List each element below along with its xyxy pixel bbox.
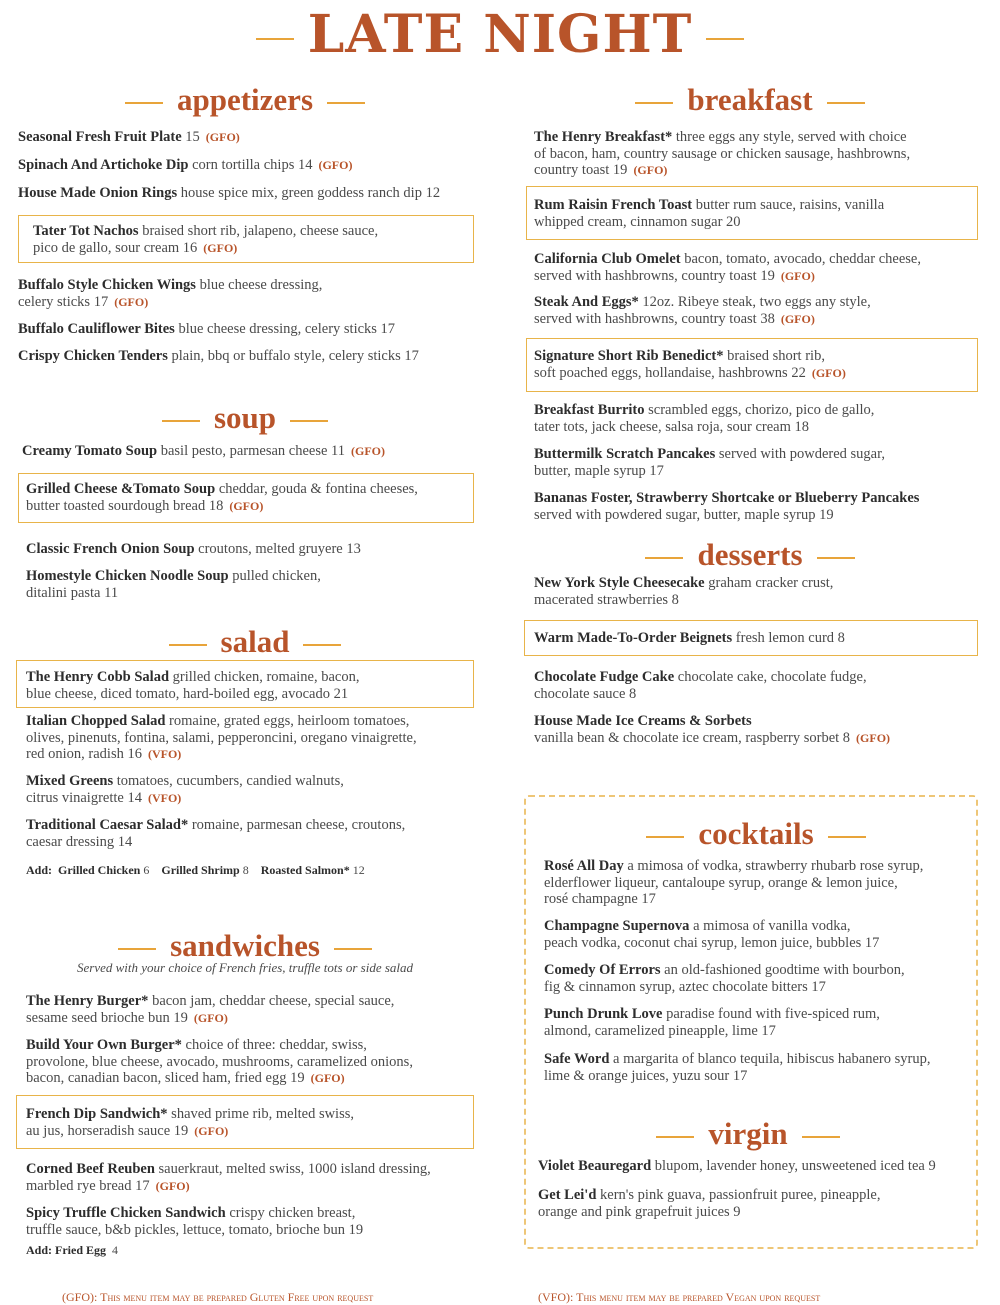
menu-item: French Dip Sandwich* shaved prime rib, melted swiss, au jus, horseradish sauce 19 (GFO) — [26, 1106, 355, 1139]
menu-item: Seasonal Fresh Fruit Plate 15 (GFO) — [18, 129, 240, 145]
menu-item: Spicy Truffle Chicken Sandwich crispy chicken breast, truffle sauce, b&b pickles, lettuce, tomato, brioche bun 19 — [26, 1205, 364, 1238]
section-desserts: desserts — [590, 537, 910, 573]
menu-item: Champagne Supernova a mimosa of vanilla vodka, peach vodka, coconut chai syrup, lemon juice, bubbles 17 — [544, 918, 880, 951]
menu-item: Chocolate Fudge Cake chocolate cake, chocolate fudge, chocolate sauce 8 — [534, 669, 867, 702]
menu-item: Get Lei'd kern's pink guava, passionfruit puree, pineapple, orange and pink grapefruit juices 9 — [538, 1187, 881, 1220]
menu-title: LATE NIGHT — [0, 4, 1000, 65]
menu-item: Buffalo Cauliflower Bites blue cheese dressing, celery sticks 17 — [18, 321, 396, 337]
menu-item: Punch Drunk Love paradise found with five-spiced rum, almond, caramelized pineapple, lime 17 — [544, 1006, 880, 1039]
section-virgin: virgin — [588, 1116, 908, 1152]
menu-item: Buffalo Style Chicken Wings blue cheese dressing, celery sticks 17 (GFO) — [18, 277, 323, 310]
menu-item: Rum Raisin French Toast butter rum sauce, raisins, vanilla whipped cream, cinnamon sugar 20 — [534, 197, 885, 230]
menu-item: Violet Beauregard blupom, lavender honey, unsweetened iced tea 9 — [538, 1158, 936, 1174]
menu-item: Comedy Of Errors an old-fashioned goodtime with bourbon, fig & cinnamon syrup, aztec chocolate bitters 17 — [544, 962, 905, 995]
menu-item: Crispy Chicken Tenders plain, bbq or buffalo style, celery sticks 17 — [18, 348, 419, 364]
section-salad: salad — [100, 624, 410, 660]
menu-item: The Henry Burger* bacon jam, cheddar cheese, special sauce, sesame seed brioche bun 19 (GFO) — [26, 993, 395, 1026]
menu-item: California Club Omelet bacon, tomato, avocado, cheddar cheese, served with hashbrowns, country toast 19 (GFO) — [534, 251, 921, 284]
menu-item: Traditional Caesar Salad* romaine, parmesan cheese, croutons, caesar dressing 14 — [26, 817, 406, 850]
section-cocktails: cocktails — [596, 816, 916, 852]
section-breakfast: breakfast — [590, 82, 910, 118]
section-soup: soup — [90, 400, 400, 436]
menu-item: Rosé All Day a mimosa of vodka, strawberry rhubarb rose syrup, elderflower liqueur, cantaloupe syrup, orange & lemon juice, rosé champagne 17 — [544, 858, 924, 907]
menu-item: Grilled Cheese &Tomato Soup cheddar, gouda & fontina cheeses, butter toasted sourdough bread 18 (GFO) — [26, 481, 418, 514]
menu-item: Classic French Onion Soup croutons, melted gruyere 13 — [26, 541, 361, 557]
menu-item: The Henry Cobb Salad grilled chicken, romaine, bacon, blue cheese, diced tomato, hard-boiled egg, avocado 21 — [26, 669, 360, 702]
menu-item: Buttermilk Scratch Pancakes served with powdered sugar, butter, maple syrup 17 — [534, 446, 885, 479]
sandwich-addon: Add: Fried Egg 4 — [26, 1243, 119, 1257]
menu-item: Spinach And Artichoke Dip corn tortilla chips 14 (GFO) — [18, 157, 353, 173]
menu-item: House Made Ice Creams & Sorbets vanilla bean & chocolate ice cream, raspberry sorbet 8 (GFO) — [534, 713, 891, 746]
menu-item: Safe Word a margarita of blanco tequila, hibiscus habanero syrup, lime & orange juices, yuzu sour 17 — [544, 1051, 931, 1084]
menu-item: Homestyle Chicken Noodle Soup pulled chicken, ditalini pasta 11 — [26, 568, 321, 601]
menu-item: New York Style Cheesecake graham cracker crust, macerated strawberries 8 — [534, 575, 834, 608]
menu-item: Italian Chopped Salad romaine, grated eggs, heirloom tomatoes, olives, pinenuts, fontina, salami, pepperoncini, oregano vinaigrette, red onion, radish 16 (VFO) — [26, 713, 417, 762]
section-sandwiches: sandwiches — [50, 928, 440, 964]
menu-item: Signature Short Rib Benedict* braised short rib, soft poached eggs, hollandaise, hashbrowns 22 (GFO) — [534, 348, 846, 381]
menu-item: Mixed Greens tomatoes, cucumbers, candied walnuts, citrus vinaigrette 14 (VFO) — [26, 773, 344, 806]
menu-item: Steak And Eggs* 12oz. Ribeye steak, two eggs any style, served with hashbrowns, country toast 38 (GFO) — [534, 294, 871, 327]
menu-item: Build Your Own Burger* choice of three: cheddar, swiss, provolone, blue cheese, avocado, mushrooms, caramelized onions, bacon, canadian bacon, sliced ham, fried egg 19 (GFO) — [26, 1037, 413, 1086]
sandwiches-note: Served with your choice of French fries, truffle tots or side salad — [76, 960, 414, 975]
menu-item: Bananas Foster, Strawberry Shortcake or Blueberry Pancakes served with powdered sugar, butter, maple syrup 19 — [534, 490, 920, 523]
menu-item: The Henry Breakfast* three eggs any style, served with choice of bacon, ham, country sausage or chicken sausage, hashbrowns, country toast 19 (GFO) — [534, 129, 911, 178]
footer-gfo-note: (GFO): This menu item may be prepared Gluten Free upon request — [62, 1290, 374, 1304]
footer-vfo-note: (VFO): This menu item may be prepared Vegan upon request — [538, 1290, 821, 1304]
menu-item: House Made Onion Rings house spice mix, green goddess ranch dip 12 — [18, 185, 441, 201]
menu-item: Breakfast Burrito scrambled eggs, chorizo, pico de gallo, tater tots, jack cheese, salsa roja, sour cream 18 — [534, 402, 875, 435]
salad-addons: Add: Grilled Chicken 6 Grilled Shrimp 8 Roasted Salmon* 12 — [26, 863, 365, 877]
menu-item: Corned Beef Reuben sauerkraut, melted swiss, 1000 island dressing, marbled rye bread 17 (GFO) — [26, 1161, 431, 1194]
menu-item: Warm Made-To-Order Beignets fresh lemon curd 8 — [534, 630, 845, 646]
menu-item: Tater Tot Nachos braised short rib, jalapeno, cheese sauce, pico de gallo, sour cream 16 (GFO) — [33, 223, 379, 256]
section-appetizers: appetizers — [90, 82, 400, 118]
menu-item: Creamy Tomato Soup basil pesto, parmesan cheese 11 (GFO) — [22, 443, 385, 459]
